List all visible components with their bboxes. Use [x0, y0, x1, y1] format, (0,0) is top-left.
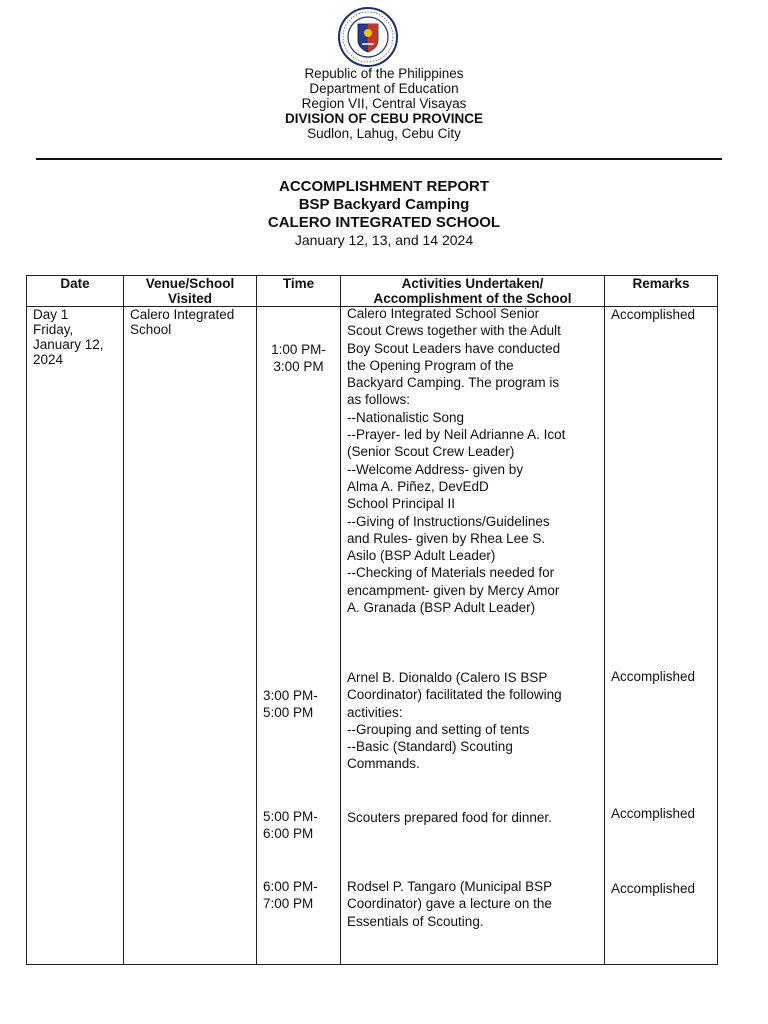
- column-divider: [256, 276, 257, 964]
- header-divider: [36, 158, 722, 160]
- division-name: DIVISION OF CEBU PROVINCE: [284, 111, 484, 126]
- time-cell: 3:00 PM- 5:00 PM: [263, 688, 318, 720]
- report-title: ACCOMPLISHMENT REPORT: [279, 178, 489, 195]
- remarks-cell: Accomplished: [611, 669, 696, 684]
- report-school: CALERO INTEGRATED SCHOOL: [267, 214, 501, 231]
- activity-cell: Calero Integrated School Senior Scout Crews together with the Adult Boy Scout Leaders have conducted the Opening Program of the Backyard Camping. The program is as follows: --Nationalistic Song --Prayer- led by Neil Adrianne A. Icot (Senior Scout Crew Leader) --Welcome Address- given by Alma A. Piñez, DevEdD School Principal II --Giving of Instructions/Guidelines and Rules- given by Rhea Lee S. Asilo (BSP Adult Leader) --Checking of Materials needed for encampment- given by Mercy Amor A. Granada (BSP Adult Leader): [347, 306, 566, 616]
- header-activities: Activities Undertaken/ Accomplishment of the School: [373, 276, 572, 306]
- date-cell: Day 1 Friday, January 12, 2024: [33, 307, 104, 367]
- venue-cell: Calero Integrated School: [130, 307, 235, 337]
- time-cell: 1:00 PM- 3:00 PM: [271, 342, 326, 374]
- accomplishment-table: [26, 275, 718, 965]
- header-date: Date: [60, 276, 90, 291]
- remarks-cell: Accomplished: [611, 307, 696, 322]
- report-dates: January 12, 13, and 14 2024: [294, 232, 474, 248]
- letterhead: [0, 66, 768, 141]
- header-time: Time: [282, 276, 315, 291]
- activity-cell: Arnel B. Dionaldo (Calero IS BSP Coordinator) facilitated the following activities: --Grouping and setting of tents --Basic (Standard) Scouting Commands.: [347, 670, 562, 772]
- division-address: Sudlon, Lahug, Cebu City: [307, 126, 461, 141]
- activity-cell: Rodsel P. Tangaro (Municipal BSP Coordinator) gave a lecture on the Essentials of Scouting.: [347, 879, 553, 929]
- report-title-block: [0, 178, 768, 248]
- remarks-cell: Accomplished: [611, 806, 696, 821]
- column-divider: [123, 276, 124, 964]
- header-remarks: Remarks: [632, 276, 690, 291]
- letterhead-line: Department of Education: [309, 81, 459, 96]
- letterhead-line: Republic of the Philippines: [304, 66, 464, 81]
- time-cell: 6:00 PM- 7:00 PM: [263, 879, 318, 911]
- header-venue: Venue/School Visited: [145, 276, 235, 306]
- activity-cell: Scouters prepared food for dinner.: [347, 810, 552, 825]
- column-divider: [340, 276, 341, 964]
- remarks-cell: Accomplished: [611, 881, 696, 896]
- report-subtitle: BSP Backyard Camping: [298, 196, 470, 213]
- letterhead-line: Region VII, Central Visayas: [301, 96, 467, 111]
- time-cell: 5:00 PM- 6:00 PM: [263, 809, 318, 841]
- column-divider: [604, 276, 605, 964]
- deped-seal-logo: [325, 6, 411, 68]
